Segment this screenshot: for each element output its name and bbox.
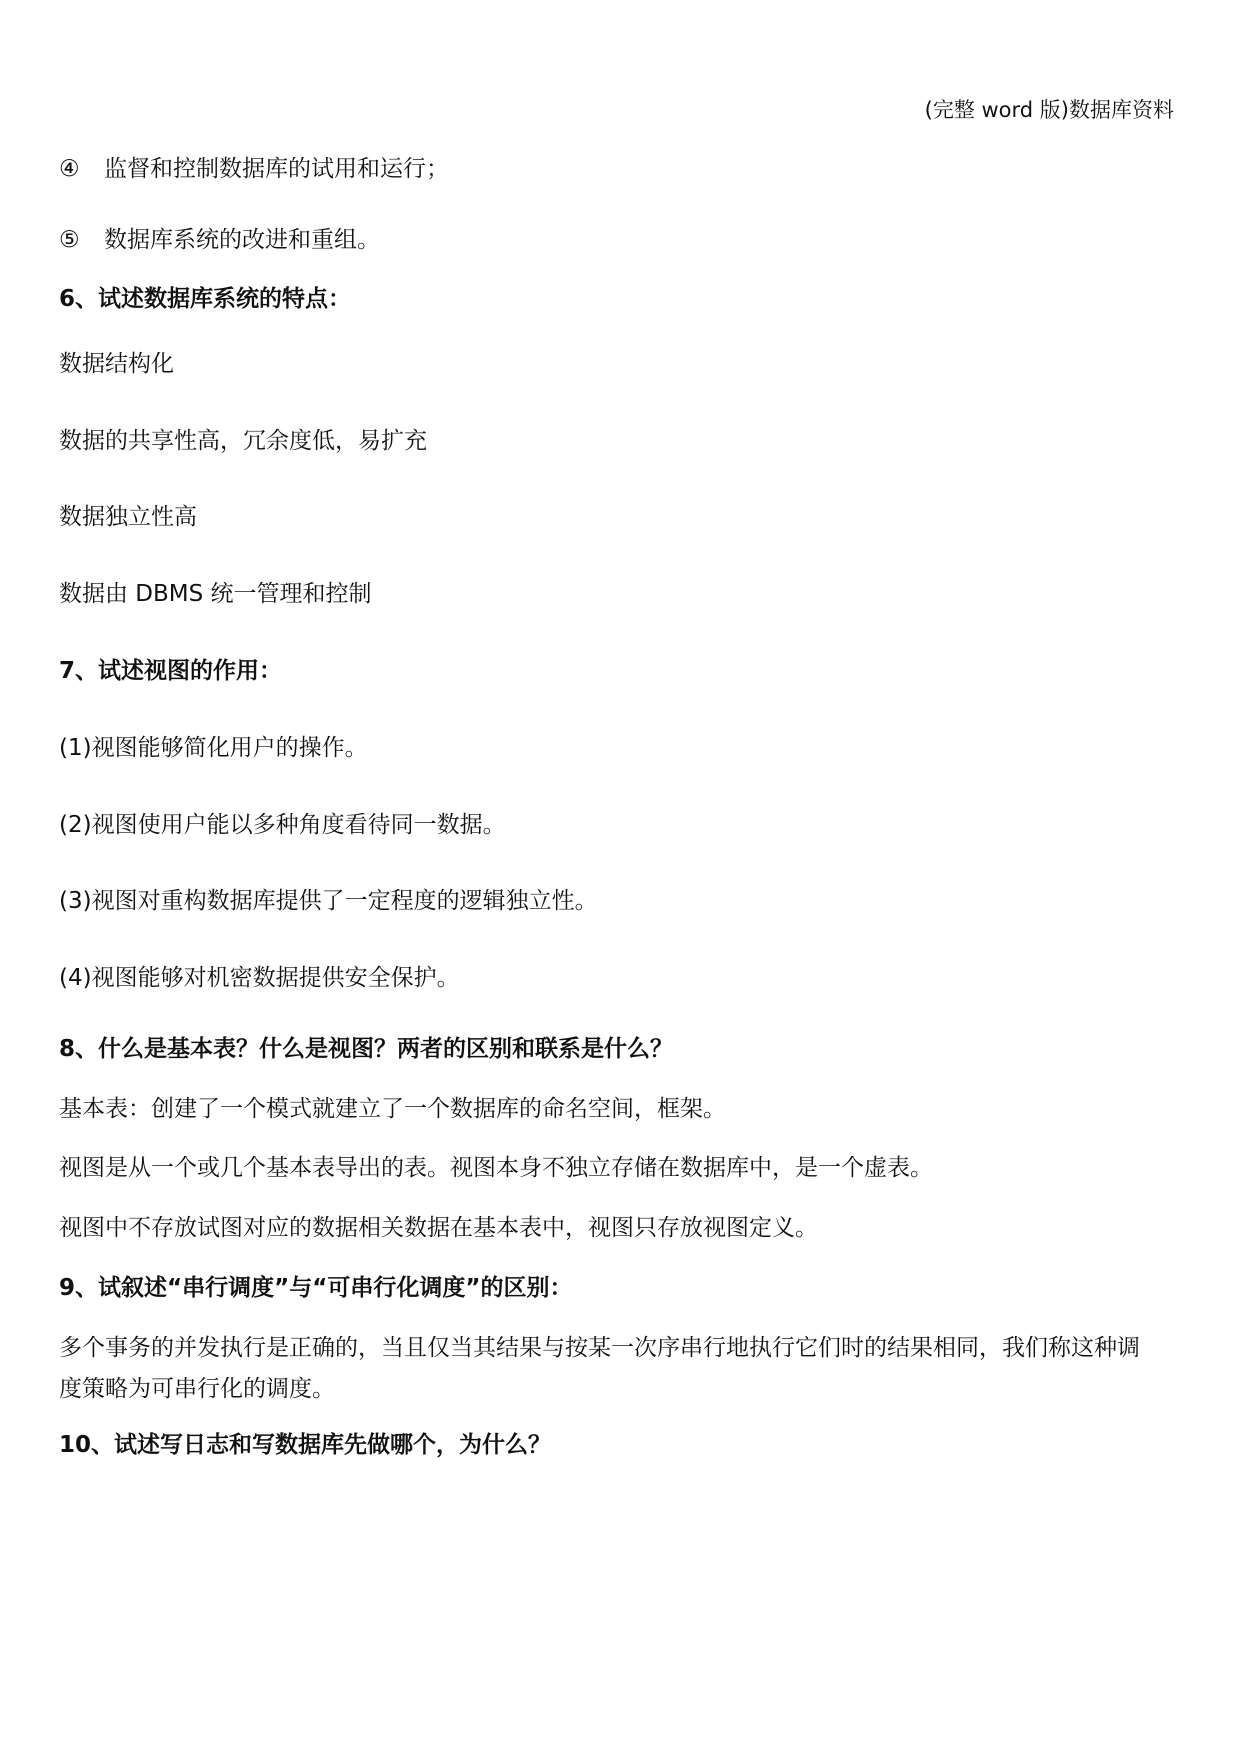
- q6-answer-2: 数据的共享性高，冗余度低，易扩充: [59, 428, 427, 454]
- q7-answer-4: (4)视图能够对机密数据提供安全保护。: [59, 965, 460, 991]
- q8-answer-3: 视图中不存放试图对应的数据相关数据在基本表中，视图只存放视图定义。: [59, 1215, 818, 1241]
- list-item-step5: [59, 225, 380, 255]
- q8-answer-2: 视图是从一个或几个基本表导出的表。视图本身不独立存储在数据库中，是一个虚表。: [59, 1155, 933, 1181]
- q6-answer-3: 数据独立性高: [59, 504, 197, 530]
- q10-heading: 10、试述写日志和写数据库先做哪个，为什么？: [59, 1432, 552, 1458]
- q6-answer-4: 数据由 DBMS 统一管理和控制: [59, 581, 372, 607]
- q7-answer-1: (1)视图能够简化用户的操作。: [59, 735, 368, 761]
- q6-heading: 6、试述数据库系统的特点：: [59, 286, 352, 312]
- q7-heading: 7、试述视图的作用：: [59, 658, 283, 684]
- q8-answer-1: 基本表：创建了一个模式就建立了一个数据库的命名空间，框架。: [59, 1096, 726, 1122]
- list-item-step4: [59, 154, 449, 184]
- q9-answer-line-2: 度策略为可串行化的调度。: [59, 1376, 335, 1402]
- q7-answer-2: (2)视图使用户能以多种角度看待同一数据。: [59, 812, 506, 838]
- step5-text: 数据库系统的改进和重组。: [104, 227, 380, 253]
- q9-answer-line-1: 多个事务的并发执行是正确的，当且仅当其结果与按某一次序串行地执行它们时的结果相同，我们称这种调: [59, 1335, 1140, 1361]
- circled-number-4: ④: [59, 156, 80, 182]
- q8-heading: 8、什么是基本表？什么是视图？两者的区别和联系是什么？: [59, 1036, 674, 1062]
- q6-answer-1: 数据结构化: [59, 351, 174, 377]
- step4-text: 监督和控制数据库的试用和运行；: [104, 156, 449, 182]
- q7-answer-3: (3)视图对重构数据库提供了一定程度的逻辑独立性。: [59, 888, 598, 914]
- page-header: (完整 word 版)数据库资料: [924, 98, 1174, 122]
- circled-number-5: ⑤: [59, 227, 80, 253]
- q9-heading: 9、试叙述“串行调度”与“可串行化调度”的区别：: [59, 1275, 573, 1301]
